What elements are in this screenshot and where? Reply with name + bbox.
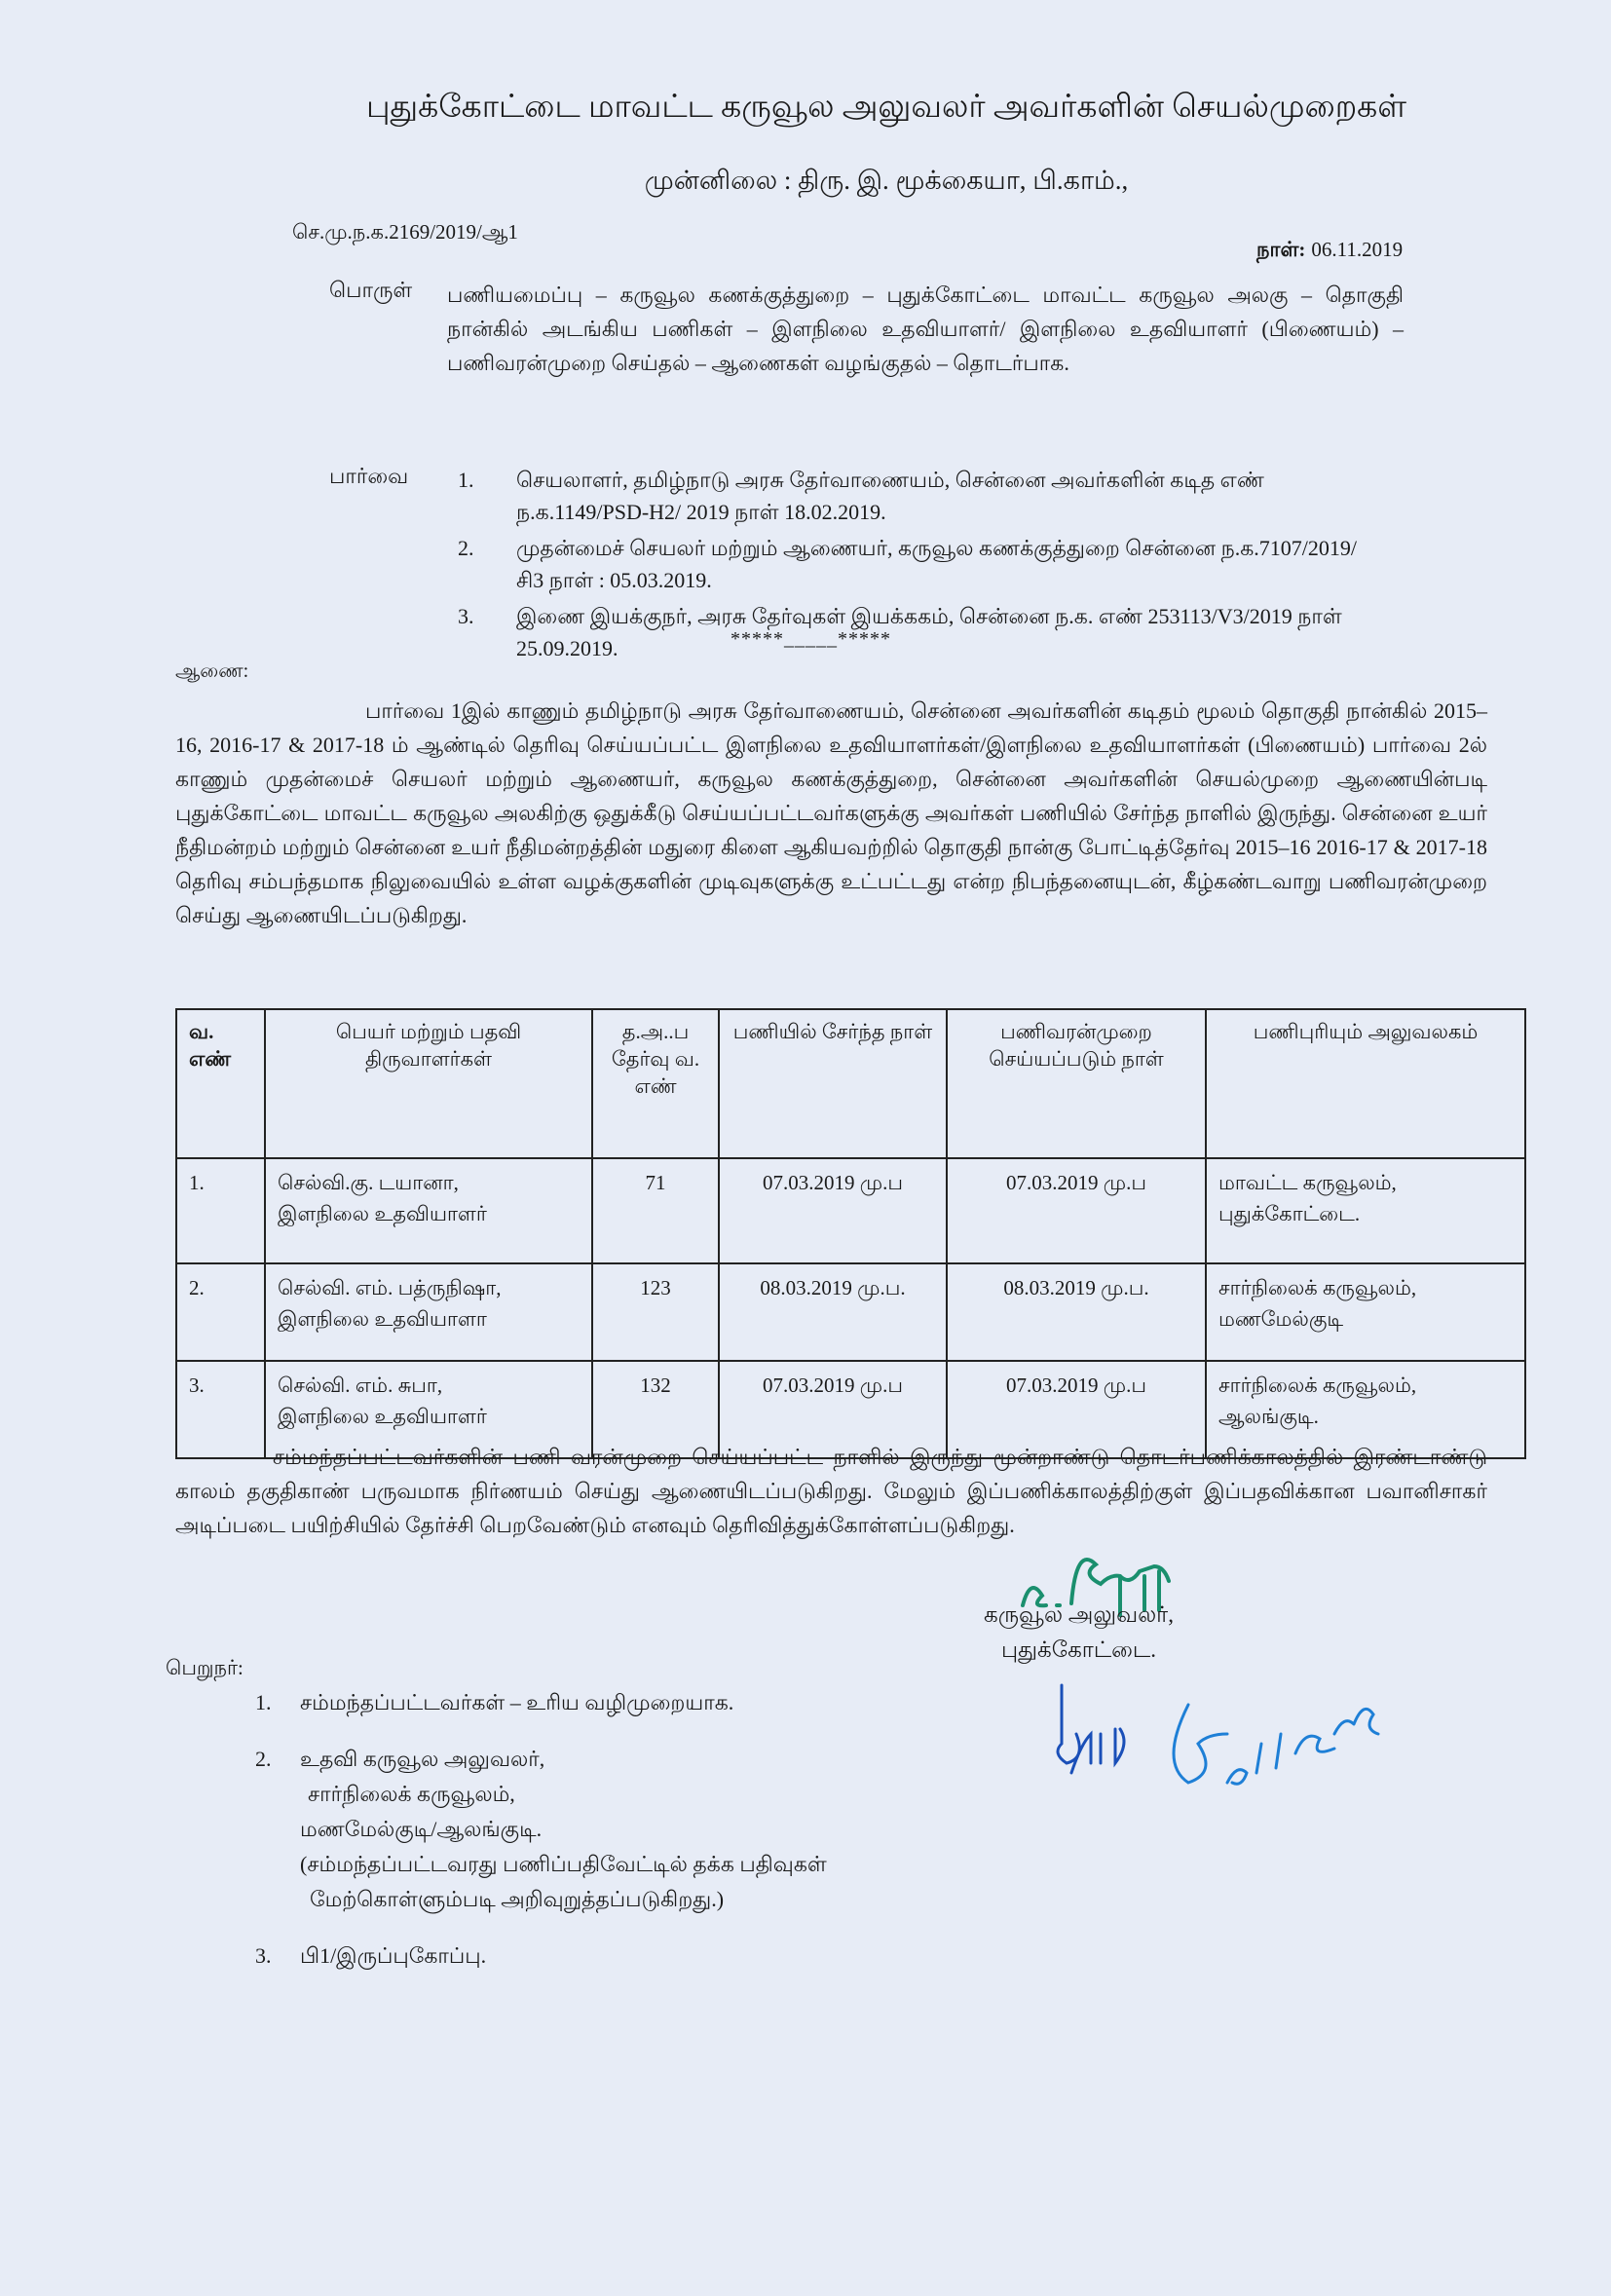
header-name: பெயர் மற்றும் பதவி திருவாளர்கள்: [265, 1009, 592, 1158]
header-joined: பணியில் சேர்ந்த நாள்: [719, 1009, 947, 1158]
signatory-place: புதுக்கோட்டை.: [1000, 1637, 1156, 1662]
header-exam-no: த.அ..ப தேர்வு வ. எண்: [592, 1009, 719, 1158]
separator: *****_____*****: [731, 628, 891, 650]
cell-name: [265, 1158, 592, 1263]
references-list: [458, 464, 1383, 668]
reference-item: [458, 532, 1383, 596]
table-row: [176, 1263, 1525, 1361]
cell-joined: 07.03.2019 மு.ப: [719, 1158, 947, 1263]
recipient-line: (சம்மந்தப்பட்டவரது பணிப்பதிவேட்டில் தக்க பதிவுகள்: [300, 1852, 827, 1876]
order-paragraph-text: பார்வை 1இல் காணும் தமிழ்நாடு அரசு தேர்வாணையம், சென்னை அவர்களின் கடிதம் மூலம் தொகுதி நான்கில் 2015–16, 2016-17 & 2017-18 ம் ஆண்டில் தெரிவு செய்யப்பட்ட இளநிலை உதவியாளர்கள்/இளநிலை உதவியாளர்கள் (பிணையம்) பார்வை 2ல் காணும் முதன்மைச் செயலர் மற்றும் ஆணையர், கருவூல கணக்குத்துறை, சென்னை அவர்களின் செயல்முறை ஆணையின்படி புதுக்கோட்டை மாவட்ட கருவூல அலகிற்கு ஒதுக்கீடு செய்யப்பட்டவர்களுக்கு அவர்கள் பணியில் சேர்ந்த நாளில் இருந்து. சென்னை உயர் நீதிமன்றம் மற்றும் சென்னை உயர் நீதிமன்றத்தின் மதுரை கிளை ஆகியவற்றில் தொகுதி நான்கு போட்டித்தேர்வு 2015–16 2016-17 & 2017-18 தெரிவு சம்பந்தமாக நிலுவையில் உள்ள வழக்குகளின் முடிவுகளுக்கு உட்பட்டது என்ற நிபந்தனையுடன், கீழ்கண்டவாறு பணிவரன்முறை செய்து ஆணையிடப்படுகிறது.: [175, 698, 1488, 927]
recipients-label: பெறுநர்:: [166, 1656, 244, 1679]
cell-name: [265, 1263, 592, 1361]
date-label: நாள்:: [1256, 238, 1306, 261]
signatory-designation: கருவூல அலுவலர்,: [984, 1602, 1174, 1627]
office-name: மாவட்ட கருவூலம்,: [1218, 1171, 1397, 1194]
recipient-line: மணமேல்குடி/ஆலங்குடி.: [300, 1817, 543, 1841]
recipient-line: உதவி கருவூல அலுவலர்,: [300, 1747, 545, 1771]
cell-sno: 3.: [176, 1361, 265, 1458]
cell-office: [1206, 1263, 1525, 1361]
person-name: செல்வி. எம். சுபா,: [278, 1374, 443, 1397]
references-label: பார்வை: [329, 464, 409, 488]
subject-text: பணியமைப்பு – கருவூல கணக்குத்துறை – புதுக்கோட்டை மாவட்ட கருவூல அலகு – தொகுதி நான்கில் அடங்கிய பணிகள் – இளநிலை உதவியாளர்/ இளநிலை உதவியாளர் (பிணையம்) – பணிவரன்முறை செய்தல் – ஆணைகள் வழங்குதல் – தொடர்பாக.: [447, 282, 1404, 375]
date-value: 06.11.2019: [1311, 238, 1404, 261]
reference-number: 3.: [458, 604, 474, 628]
recipient-item: [255, 1742, 827, 1917]
header-sno: வ. எண்: [176, 1009, 265, 1158]
office-place: ஆலங்குடி.: [1218, 1405, 1319, 1428]
cell-exam-no: 123: [592, 1263, 719, 1361]
cell-sno: 1.: [176, 1158, 265, 1263]
probation-paragraph-text: சம்மந்தப்பட்டவர்களின் பணி வரன்முறை செய்யப்பட்ட நாளில் இருந்து மூன்றாண்டு தொடர்பணிக்காலத்தில் இரண்டாண்டு காலம் தகுதிகாண் பருவமாக நிர்ணயம் செய்து ஆணையிடப்படுகிறது. மேலும் இப்பணிக்காலத்திற்குள் இப்பதவிக்கான பவானிசாகர் அடிப்படை பயிற்சியில் தேர்ச்சி பெறவேண்டும் எனவும் தெரிவித்துக்கோள்ளப்படுகிறது.: [175, 1445, 1487, 1537]
cell-sno: 2.: [176, 1263, 265, 1361]
office-place: மணமேல்குடி: [1218, 1307, 1344, 1331]
person-post: இளநிலை உதவியாளர்: [278, 1202, 487, 1225]
reference-number: 2.: [458, 536, 474, 560]
recipient-number: 1.: [255, 1690, 272, 1714]
order-paragraph: [175, 694, 1487, 932]
order-label: ஆணை:: [175, 660, 249, 682]
office-name: சார்நிலைக் கருவூலம்,: [1218, 1276, 1417, 1299]
cell-regularized: 07.03.2019 மு.ப: [947, 1361, 1206, 1458]
document-title: புதுக்கோட்டை மாவட்ட கருவூல அலுவலர் அவர்களின் செயல்முறைகள்: [365, 90, 1407, 125]
reference-text: முதன்மைச் செயலர் மற்றும் ஆணையர், கருவூல கணக்குத்துறை சென்னை ந.க.7107/2019/சி3 நாள் : 05.03.2019.: [516, 536, 1357, 592]
cell-regularized: 08.03.2019 மு.ப.: [947, 1263, 1206, 1361]
office-name: சார்நிலைக் கருவூலம்,: [1218, 1374, 1417, 1397]
recipients-list: [255, 1685, 827, 1995]
cell-exam-no: 132: [592, 1361, 719, 1458]
reference-item: [458, 464, 1383, 528]
table-header-row: [176, 1009, 1525, 1158]
header-office: பணிபுரியும் அலுவலகம்: [1206, 1009, 1525, 1158]
recipient-number: 3.: [255, 1943, 272, 1968]
reference-number: 1.: [458, 468, 474, 492]
recipient-item: [255, 1938, 827, 1974]
subject-label: பொருள்: [329, 278, 413, 302]
recipient-item: [255, 1685, 827, 1720]
cell-exam-no: 71: [592, 1158, 719, 1263]
person-name: செல்வி.கு. டயானா,: [278, 1171, 459, 1194]
recipient-number: 2.: [255, 1747, 272, 1771]
cell-joined: 07.03.2019 மு.ப: [719, 1361, 947, 1458]
recipient-line: பி1/இருப்புகோப்பு.: [300, 1943, 487, 1968]
office-place: புதுக்கோட்டை.: [1218, 1202, 1361, 1225]
cell-joined: 08.03.2019 மு.ப.: [719, 1263, 947, 1361]
regularization-table: [175, 1008, 1526, 1459]
cell-office: [1206, 1158, 1525, 1263]
person-post: இளநிலை உதவியாளர்: [278, 1405, 487, 1428]
table-row: [176, 1158, 1525, 1263]
probation-paragraph: [175, 1440, 1487, 1542]
person-name: செல்வி. எம். பத்ருநிஷா,: [278, 1276, 502, 1299]
reference-text: இணை இயக்குநர், அரசு தேர்வுகள் இயக்ககம், சென்னை ந.க. எண் 253113/V3/2019 நாள் 25.09.2019.: [516, 604, 1342, 660]
reference-number: செ.மு.ந.க.2169/2019/ஆ1: [292, 220, 518, 244]
presence-line: முன்னிலை : திரு. இ. மூக்கையா, பி.காம்.,: [644, 166, 1129, 195]
recipient-line: சம்மந்தப்பட்டவர்கள் – உரிய வழிமுறையாக.: [300, 1690, 734, 1714]
document-date: [1256, 238, 1403, 264]
reference-item: [458, 600, 1383, 664]
reference-text: செயலாளர், தமிழ்நாடு அரசு தேர்வாணையம், சென்னை அவர்களின் கடித எண் ந.க.1149/PSD-H2/ 2019 நாள் 18.02.2019.: [516, 468, 1264, 524]
handwritten-initials: [1032, 1675, 1403, 1812]
cell-regularized: 07.03.2019 மு.ப: [947, 1158, 1206, 1263]
signatory-block: [984, 1598, 1174, 1668]
person-post: இளநிலை உதவியாளா: [278, 1307, 487, 1331]
recipient-line: சார்நிலைக் கருவூலம்,: [308, 1782, 515, 1806]
recipient-line: மேற்கொள்ளும்படி அறிவுறுத்தப்படுகிறது.): [310, 1887, 725, 1911]
header-regularized: பணிவரன்முறை செய்யப்படும் நாள்: [947, 1009, 1206, 1158]
